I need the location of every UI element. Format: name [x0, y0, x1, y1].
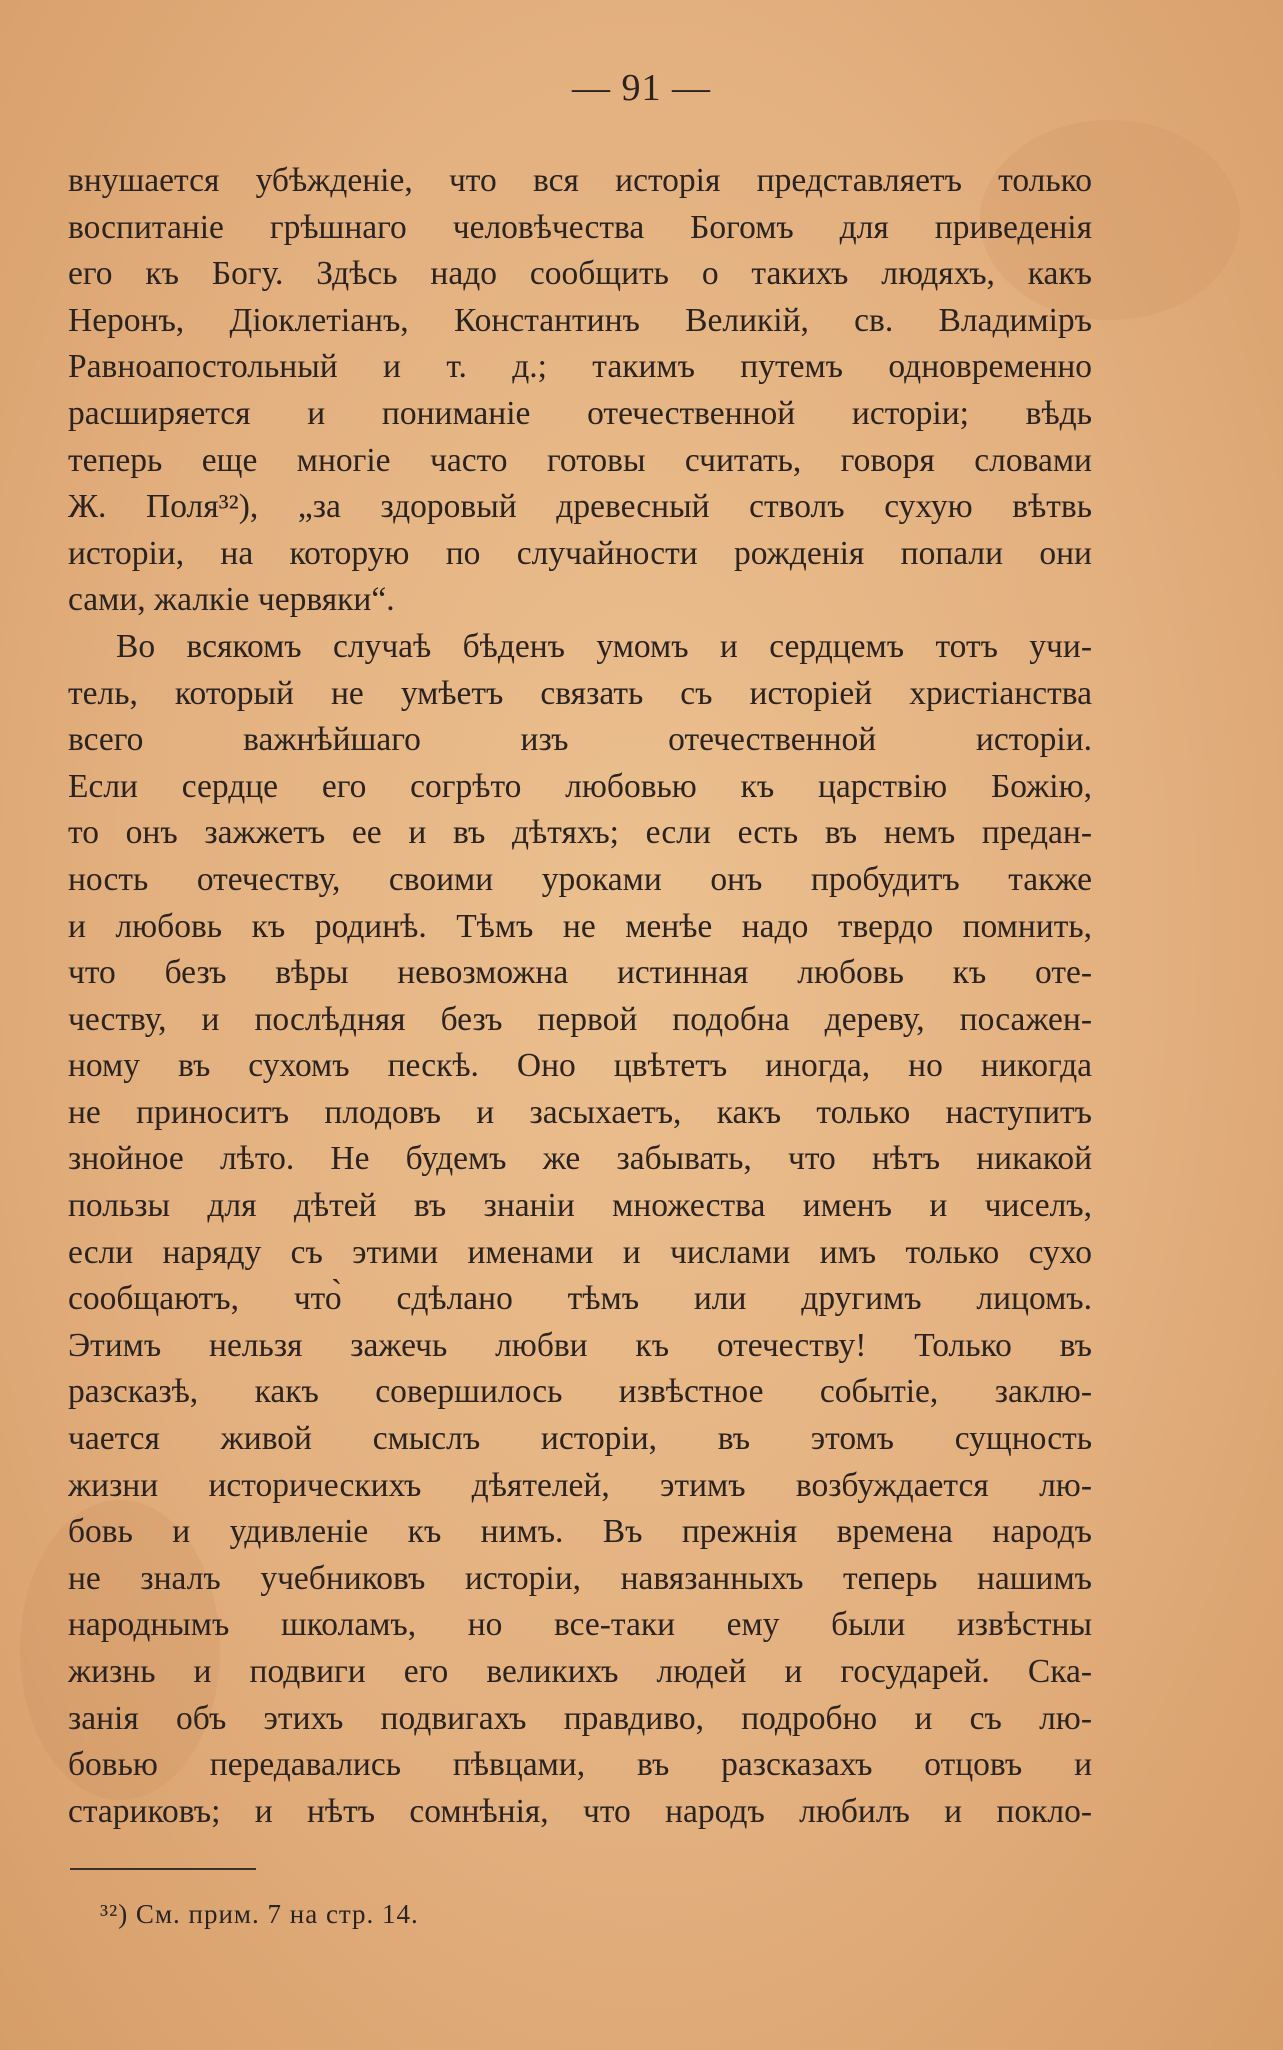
- text-line: теперь еще многіе часто готовы считать, говоря словами: [68, 441, 1092, 479]
- text-line: воспитаніе грѣшнаго человѣчества Богомъ для приведенія: [68, 208, 1092, 246]
- text-line: Неронъ, Діоклетіанъ, Константинъ Великій, св. Владиміръ: [68, 301, 1092, 339]
- text-line: исторіи, на которую по случайности рожденія попали они: [68, 534, 1092, 572]
- text-line: то онъ зажжетъ ее и въ дѣтяхъ; если есть въ немъ предан-: [68, 814, 1092, 852]
- text-line: сами, жалкіе червяки“.: [68, 581, 395, 619]
- text-line: его къ Богу. Здѣсь надо сообщить о такихъ людяхъ, какъ: [68, 255, 1092, 293]
- text-line: Равноапостольный и т. д.; такимъ путемъ одновременно: [68, 348, 1092, 386]
- text-line: и любовь къ родинѣ. Тѣмъ не менѣе надо твердо помнить,: [68, 907, 1092, 945]
- text-line: Если сердце его согрѣто любовью къ царствію Божію,: [68, 767, 1092, 805]
- text-line: бовь и удивленіе къ нимъ. Въ прежнія времена народъ: [68, 1513, 1092, 1551]
- page-number: — 91 —: [572, 67, 711, 109]
- text-line: Ж. Поля³²), „за здоровый древесный стволъ сухую вѣтвь: [68, 488, 1092, 526]
- text-line: не зналъ учебниковъ исторіи, навязанныхъ теперь нашимъ: [68, 1559, 1092, 1597]
- footnote-divider: [70, 1868, 256, 1870]
- body-text: [68, 158, 1092, 1835]
- text-line: всего важнѣйшаго изъ отечественной исторіи.: [68, 721, 1092, 759]
- text-line: Во всякомъ случаѣ бѣденъ умомъ и сердцемъ тотъ учи-: [116, 627, 1092, 665]
- text-line: жизни историческихъ дѣятелей, этимъ возбуждается лю-: [68, 1466, 1092, 1504]
- text-line: народнымъ школамъ, но все-таки ему были извѣстны: [68, 1606, 1092, 1644]
- text-line: ному въ сухомъ пескѣ. Оно цвѣтетъ иногда, но никогда: [68, 1047, 1092, 1085]
- text-line: честву, и послѣдняя безъ первой подобна дереву, посажен-: [68, 1000, 1092, 1038]
- text-line: стариковъ; и нѣтъ сомнѣнія, что народъ любилъ и покло-: [68, 1792, 1092, 1830]
- text-line: разсказѣ, какъ совершилось извѣстное событіе, заклю-: [68, 1373, 1092, 1411]
- text-line: ность отечеству, своими уроками онъ пробудитъ также: [68, 860, 1092, 898]
- text-line: Этимъ нельзя зажечь любви къ отечеству! Только въ: [68, 1326, 1092, 1364]
- text-line: сообщаютъ, что̀ сдѣлано тѣмъ или другимъ лицомъ.: [68, 1280, 1092, 1318]
- text-line: расширяется и пониманіе отечественной исторіи; вѣдь: [68, 394, 1092, 432]
- footnote: ³²) См. прим. 7 на стр. 14.: [100, 1899, 419, 1929]
- text-line: если наряду съ этими именами и числами имъ только сухо: [68, 1233, 1092, 1271]
- text-line: бовью передавались пѣвцами, въ разсказахъ отцовъ и: [68, 1746, 1092, 1784]
- text-line: что безъ вѣры невозможна истинная любовь къ оте-: [68, 954, 1092, 992]
- text-line: пользы для дѣтей въ знаніи множества именъ и чиселъ,: [68, 1187, 1092, 1225]
- text-line: знойное лѣто. Не будемъ же забывать, что нѣтъ никакой: [68, 1140, 1092, 1178]
- text-line: жизнь и подвиги его великихъ людей и государей. Ска-: [68, 1653, 1092, 1690]
- text-line: тель, который не умѣетъ связать съ исторіей христіанства: [68, 674, 1092, 712]
- text-line: занія объ этихъ подвигахъ правдиво, подробно и съ лю-: [68, 1699, 1092, 1737]
- text-line: не приноситъ плодовъ и засыхаетъ, какъ только наступитъ: [68, 1093, 1092, 1131]
- text-line: внушается убѣжденіе, что вся исторія представляетъ только: [68, 162, 1092, 199]
- text-line: чается живой смыслъ исторіи, въ этомъ сущность: [68, 1420, 1092, 1458]
